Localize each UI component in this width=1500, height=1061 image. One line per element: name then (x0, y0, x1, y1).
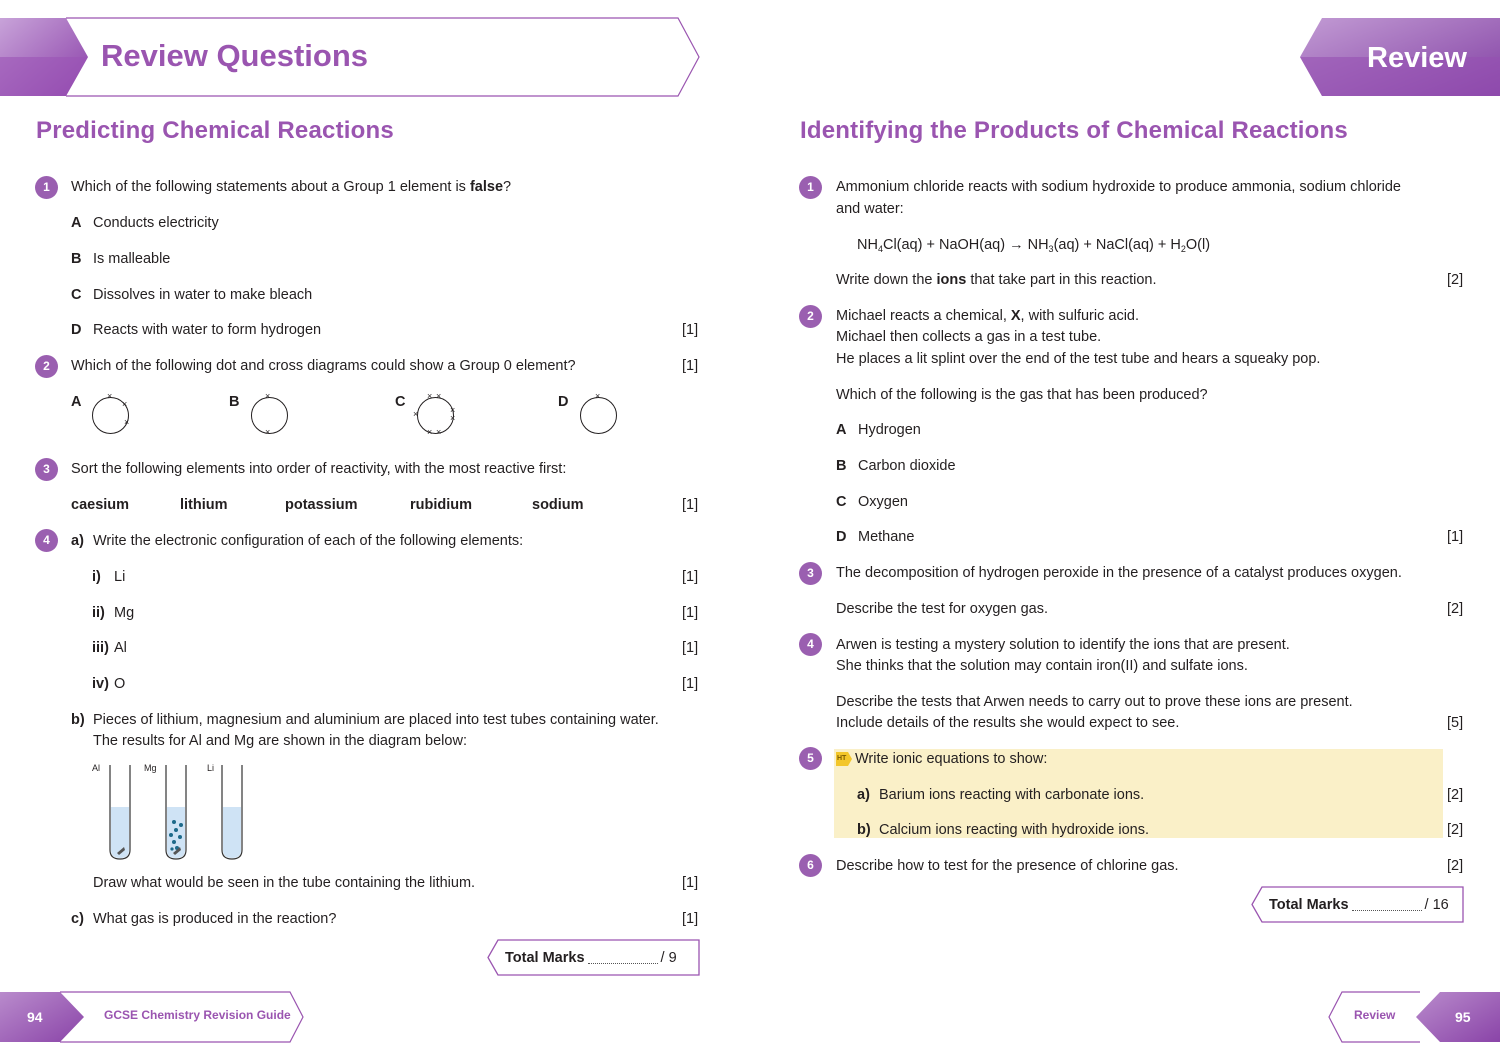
electron-cross: × (107, 391, 113, 401)
electron-cross: × (265, 427, 271, 437)
page-number-right: 95 (1455, 1009, 1471, 1025)
question-number: 4 (799, 633, 822, 656)
diagram-label-c: C (395, 394, 406, 410)
electron-cross: × (124, 417, 130, 427)
question-text: Which of the following statements about a Group 1 element is false? (71, 179, 512, 195)
section-title-right: Identifying the Products of Chemical Reactions (800, 117, 1348, 144)
element-word: caesium (71, 497, 130, 513)
question-text: Write ionic equations to show: (855, 751, 1048, 767)
option-c: C Dissolves in water to make bleach (71, 287, 313, 303)
footer-review-label: Review (1354, 1008, 1396, 1022)
question-number: 4 (35, 529, 58, 552)
question-number: 2 (35, 355, 58, 378)
option-a: A Conducts electricity (71, 215, 219, 231)
question-number: 6 (799, 854, 822, 877)
electron-cross: × (413, 409, 419, 419)
page-title: Review Questions (101, 38, 369, 73)
part-a: a) Barium ions reacting with carbonate ions. (857, 787, 1145, 803)
mark: [5] (1447, 715, 1464, 731)
test-tubes-diagram (100, 765, 260, 865)
chemical-equation: $NH_4Cl(aq)$ + NaOH(aq) → $NH_3(aq)$ + NaCl(aq) + $H_2O(l)$ (857, 237, 1211, 254)
element-word: sodium (532, 497, 584, 513)
question-number: 1 (35, 176, 58, 199)
mark: [1] (682, 911, 699, 927)
mark: [1] (682, 322, 699, 338)
electron-cross: × (122, 399, 128, 409)
mark: [1] (682, 640, 699, 656)
electron-cross: × (450, 405, 456, 415)
part-a: a) Write the electronic configuration of each of the following elements: (71, 533, 524, 549)
question-text: Ammonium chloride reacts with sodium hydroxide to produce ammonia, sodium chloride (836, 179, 1401, 195)
part-c: c) What gas is produced in the reaction? (71, 911, 337, 927)
section-title-left: Predicting Chemical Reactions (36, 117, 394, 144)
element-word: potassium (285, 497, 358, 513)
electron-cross: × (265, 391, 271, 401)
sub-part: iv) O (92, 676, 126, 692)
mark: [1] (1447, 529, 1464, 545)
electron-cross: × (427, 391, 433, 401)
question-text: Michael reacts a chemical, X, with sulfuric acid. (836, 308, 1140, 324)
mark: [1] (682, 497, 699, 513)
electron-cross: × (427, 427, 433, 437)
diagram-label-b: B (229, 394, 240, 410)
question-number: 5 (799, 747, 822, 770)
higher-tier-label: HT (837, 755, 847, 762)
mark: [1] (682, 676, 699, 692)
question-text: Describe the test for oxygen gas. (836, 601, 1048, 617)
option-c: C Oxygen (836, 494, 908, 510)
mark: [2] (1447, 601, 1464, 617)
mark: [2] (1447, 858, 1464, 874)
mark: [1] (682, 875, 699, 891)
question-number: 3 (799, 562, 822, 585)
electron-cross: × (436, 391, 442, 401)
mark: [2] (1447, 272, 1464, 288)
part-b-text: Pieces of lithium, magnesium and aluminium are placed into test tubes containing water. (93, 712, 659, 728)
electron-cross: × (436, 427, 442, 437)
element-word: lithium (180, 497, 228, 513)
option-b: B Carbon dioxide (836, 458, 956, 474)
diagram-label-a: A (71, 394, 82, 410)
total-marks-left: Total Marks / 9 (505, 950, 677, 966)
element-word: rubidium (410, 497, 473, 513)
book-title: GCSE Chemistry Revision Guide (104, 1008, 291, 1022)
mark: [1] (682, 358, 699, 374)
mark: [2] (1447, 822, 1464, 838)
tube-label: Mg (144, 763, 157, 773)
question-number: 1 (799, 176, 822, 199)
option-d: D Methane (836, 529, 915, 545)
question-text: Which of the following dot and cross diagrams could show a Group 0 element? (71, 358, 576, 374)
question-text: The decomposition of hydrogen peroxide in the presence of a catalyst produces oxygen. (836, 565, 1402, 581)
sub-part: iii) Al (92, 640, 127, 656)
sub-part: i) Li (92, 569, 126, 585)
question-number: 2 (799, 305, 822, 328)
tube-label: Li (207, 763, 215, 773)
diagram-label-d: D (558, 394, 569, 410)
mark: [1] (682, 605, 699, 621)
option-a: A Hydrogen (836, 422, 921, 438)
part-b-text: The results for Al and Mg are shown in the diagram below: (93, 733, 467, 749)
option-b: B Is malleable (71, 251, 171, 267)
question-text: She thinks that the solution may contain iron(II) and sulfate ions. (836, 658, 1248, 674)
mark: [1] (682, 569, 699, 585)
electron-cross: × (595, 391, 601, 401)
question-text: Include details of the results she would expect to see. (836, 715, 1180, 731)
sub-part: ii) Mg (92, 605, 135, 621)
part-b: b) Calcium ions reacting with hydroxide ions. (857, 822, 1149, 838)
question-text: Sort the following elements into order of reactivity, with the most reactive first: (71, 461, 567, 477)
footer-right-banner (1320, 990, 1500, 1046)
tube-label: Al (92, 763, 101, 773)
question-text: Arwen is testing a mystery solution to identify the ions that are present. (836, 637, 1290, 653)
question-number: 3 (35, 458, 58, 481)
question-text: He places a lit splint over the end of the test tube and hears a squeaky pop. (836, 351, 1321, 367)
atom-diagram-d (580, 397, 617, 434)
page-number-left: 94 (27, 1009, 43, 1025)
option-d: D Reacts with water to form hydrogen (71, 322, 322, 338)
electron-cross: × (450, 413, 456, 423)
header-right-title: Review (1367, 42, 1467, 74)
part-b-label: b) (71, 712, 85, 728)
question-text: Michael then collects a gas in a test tube. (836, 329, 1102, 345)
question-text: Write down the ions that take part in this reaction. (836, 272, 1157, 288)
part-b-draw: Draw what would be seen in the tube containing the lithium. (93, 875, 476, 891)
total-marks-right: Total Marks / 16 (1269, 897, 1449, 913)
question-text: Describe how to test for the presence of chlorine gas. (836, 858, 1179, 874)
question-text: and water: (836, 201, 904, 217)
question-text: Which of the following is the gas that has been produced? (836, 387, 1208, 403)
mark: [2] (1447, 787, 1464, 803)
question-text: Describe the tests that Arwen needs to carry out to prove these ions are present. (836, 694, 1353, 710)
